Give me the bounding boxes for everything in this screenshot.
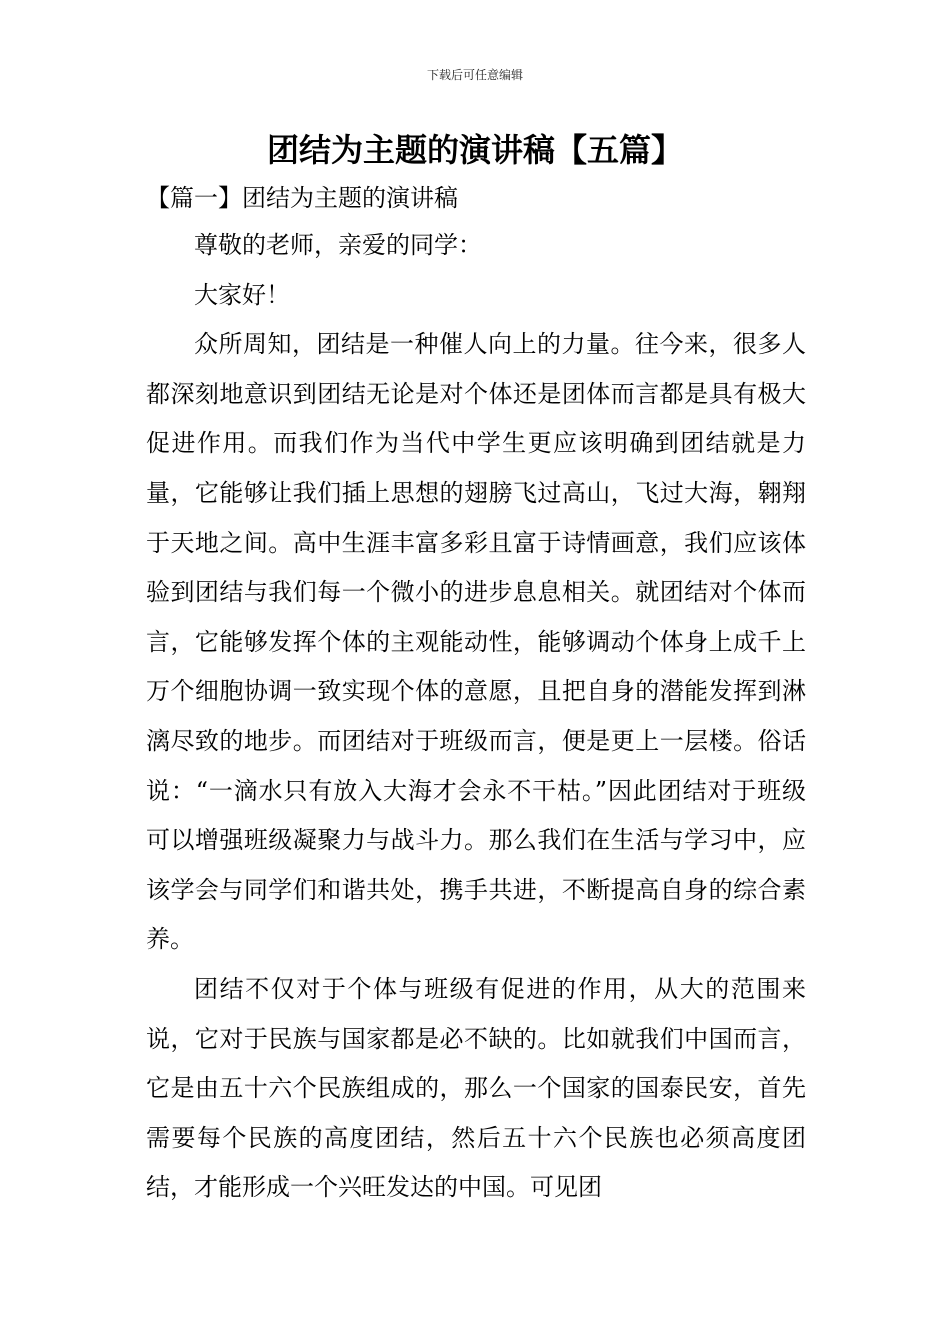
section-heading: 【篇一】团结为主题的演讲稿	[146, 184, 458, 212]
document-body	[146, 221, 806, 1213]
document-title: 团结为主题的演讲稿【五篇】	[266, 131, 683, 169]
header-note: 下载后可任意编辑	[426, 68, 523, 82]
salutation-paragraph: 尊敬的老师，亲爱的同学：	[194, 231, 482, 259]
body-paragraph: 团结不仅对于个体与班级有促进的作用，从大的范围来说，它对于民族与国家都是必不缺的。比如就我们中国而言，它是由五十六个民族组成的，那么一个国家的国泰民安，首先需要每个民族的高度团结，然后五十六个民族也必须高度团结，才能形成一个兴旺发达的中国。可见团	[146, 974, 806, 1202]
greeting-paragraph: 大家好！	[194, 280, 290, 309]
body-paragraph: 众所周知，团结是一种催人向上的力量。往今来，很多人都深刻地意识到团结无论是对个体还是团体而言都是具有极大促进作用。而我们作为当代中学生更应该明确到团结就是力量，它能够让我们插上思想的翅膀飞过高山，飞过大海，翱翔于天地之间。高中生涯丰富多彩且富于诗情画意，我们应该体验到团结与我们每一个微小的进步息息相关。就团结对个体而言，它能够发挥个体的主观能动性，能够调动个体身上成千上万个细胞协调一致实现个体的意愿，且把自身的潜能发挥到淋漓尽致的地步。而团结对于班级而言，便是更上一层楼。俗话说：“一滴水只有放入大海才会永不干枯。”因此团结对于班级可以增强班级凝聚力与战斗力。那么我们在生活与学习中，应该学会与同学们和谐共处，携手共进，不断提高自身的综合素养。	[146, 330, 806, 954]
